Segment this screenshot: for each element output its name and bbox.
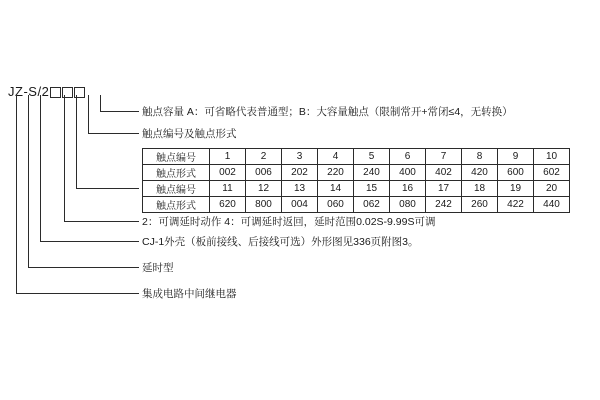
cell: 080 [390, 197, 426, 213]
cell: 13 [282, 181, 318, 197]
cell: 004 [282, 197, 318, 213]
note-delay-type: 延时型 [142, 262, 174, 274]
cell: 242 [426, 197, 462, 213]
cell: 260 [462, 197, 498, 213]
cell: 620 [210, 197, 246, 213]
table-row [143, 149, 570, 165]
cell: 12 [246, 181, 282, 197]
cell: 10 [534, 149, 570, 165]
note-shell: CJ-1外壳（板前接线、后接线可选）外形图见336页附图3。 [142, 236, 419, 248]
cell: 440 [534, 197, 570, 213]
cell: 19 [498, 181, 534, 197]
cell: 800 [246, 197, 282, 213]
cell: 202 [282, 165, 318, 181]
cell: 8 [462, 149, 498, 165]
contact-table-wrap [142, 148, 570, 213]
cell: 3 [282, 149, 318, 165]
cell: 602 [534, 165, 570, 181]
row-label: 触点编号 [143, 181, 210, 197]
note-timing-action: 2：可调延时动作 4：可调延时返回，延时范围0.02S-9.99S可调 [142, 216, 436, 228]
cell: 7 [426, 149, 462, 165]
model-series: S [28, 84, 38, 99]
cell: 5 [354, 149, 390, 165]
note-contact-capacity: 触点容量 A：可省略代表普通型；B：大容量触点（限制常开+常闭≤4，无转换） [142, 106, 513, 118]
model-prefix: JZ [8, 84, 24, 99]
contact-table [142, 148, 570, 213]
cell: 400 [390, 165, 426, 181]
cell: 006 [246, 165, 282, 181]
cell: 002 [210, 165, 246, 181]
cell: 9 [498, 149, 534, 165]
cell: 18 [462, 181, 498, 197]
row-label: 触点形式 [143, 197, 210, 213]
table-row [143, 181, 570, 197]
model-slash: / [37, 84, 42, 99]
cell: 17 [426, 181, 462, 197]
cell: 402 [426, 165, 462, 181]
cell: 6 [390, 149, 426, 165]
cell: 240 [354, 165, 390, 181]
note-product-name: 集成电路中间继电器 [142, 288, 237, 300]
row-label: 触点编号 [143, 149, 210, 165]
row-label: 触点形式 [143, 165, 210, 181]
cell: 11 [210, 181, 246, 197]
cell: 420 [462, 165, 498, 181]
cell: 220 [318, 165, 354, 181]
cell: 600 [498, 165, 534, 181]
cell: 14 [318, 181, 354, 197]
table-row [143, 165, 570, 181]
cell: 422 [498, 197, 534, 213]
cell: 1 [210, 149, 246, 165]
model-digit: 2 [41, 84, 50, 99]
cell: 20 [534, 181, 570, 197]
cell: 15 [354, 181, 390, 197]
table-row [143, 197, 570, 213]
model-dash: - [23, 84, 29, 99]
cell: 16 [390, 181, 426, 197]
cell: 060 [318, 197, 354, 213]
cell: 062 [354, 197, 390, 213]
note-contact-code-form: 触点编号及触点形式 [142, 128, 237, 140]
cell: 4 [318, 149, 354, 165]
cell: 2 [246, 149, 282, 165]
